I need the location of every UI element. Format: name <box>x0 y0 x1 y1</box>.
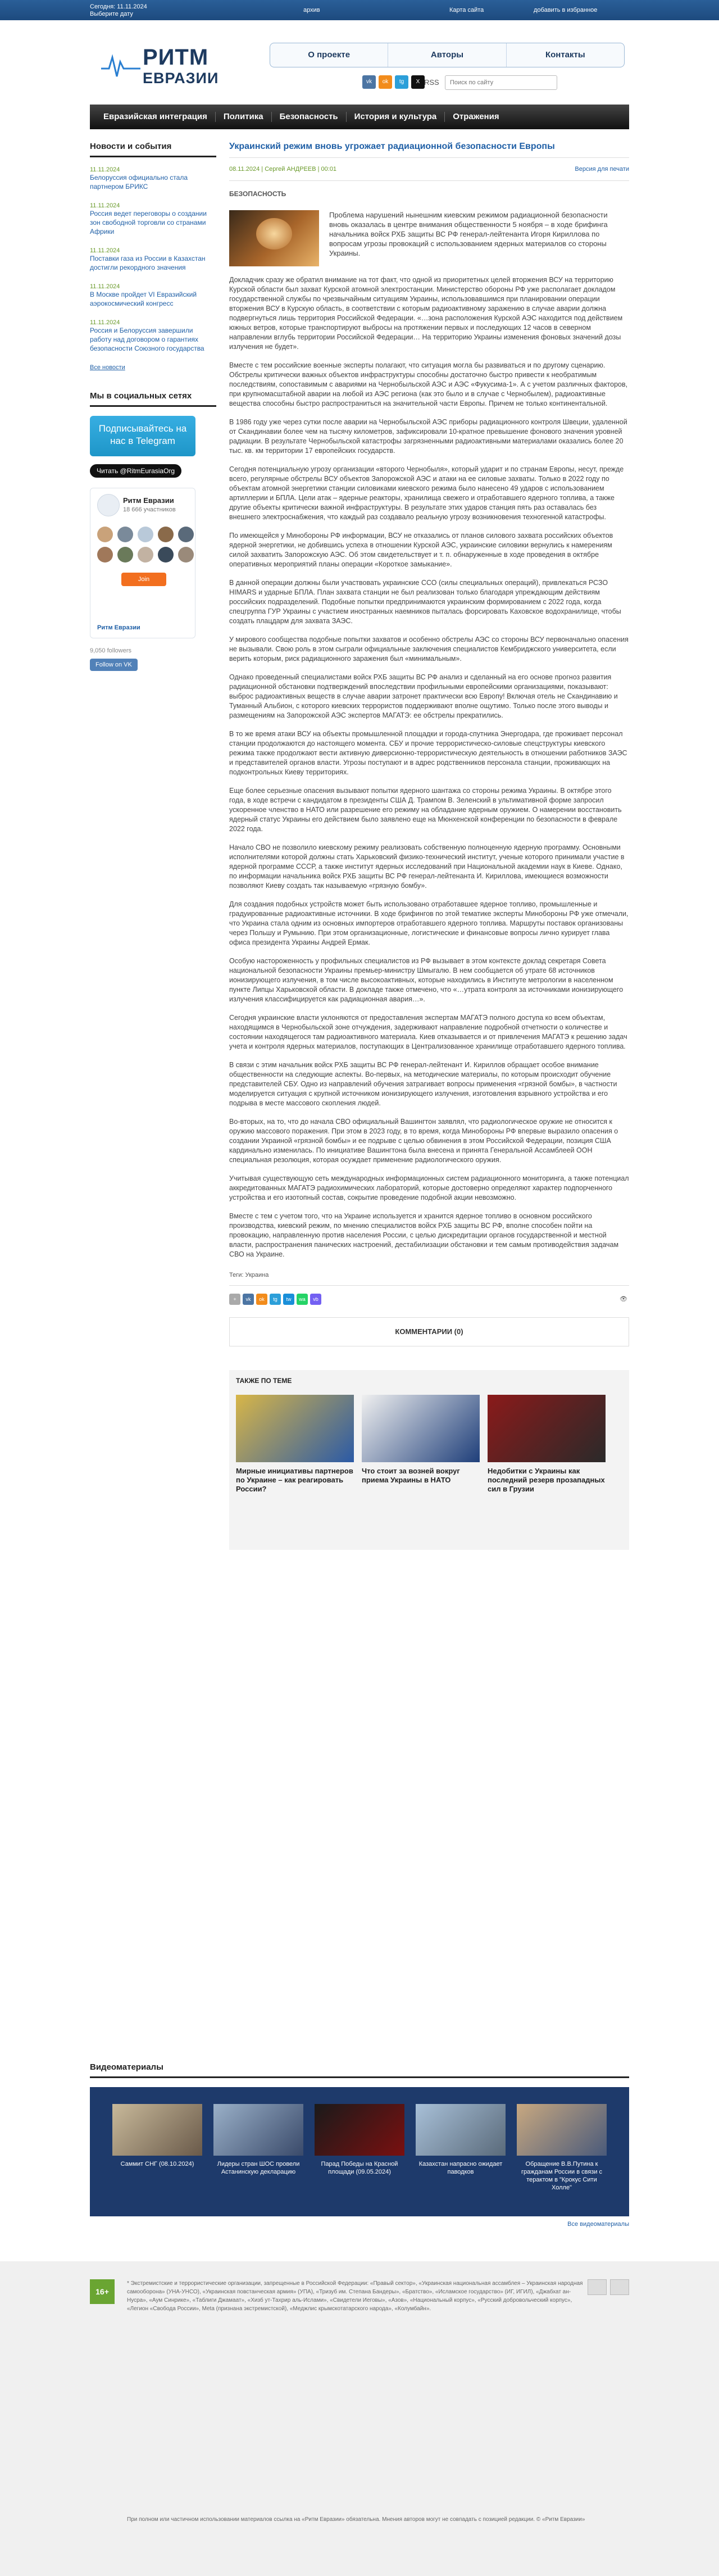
related-image[interactable] <box>236 1395 354 1462</box>
social-heading: Мы в социальных сетях <box>90 391 216 407</box>
add-favorites-link[interactable]: добавить в избранное <box>534 7 598 13</box>
member-avatar[interactable] <box>158 527 174 542</box>
related-card[interactable] <box>236 1395 354 1494</box>
member-avatar[interactable] <box>117 527 133 542</box>
news-item[interactable] <box>90 247 216 272</box>
vk-members <box>97 527 194 563</box>
news-title[interactable]: Белоруссия официально стала партнером БРИКС <box>90 174 188 191</box>
article-paragraph: Учитывая существующую сеть международных информационных систем радиационного мониторинга, а также потенциал аккредитованных МАГАТЭ радиохимических лабораторий, которые достоверно определяют характер подпорченного устройства и его изотопный состав, сокрытие проведение подобной акции невозможно. <box>229 1174 629 1201</box>
video-thumbnail[interactable] <box>416 2104 506 2156</box>
video-thumbnail[interactable] <box>112 2104 202 2156</box>
video-card[interactable] <box>112 2104 202 2168</box>
video-title[interactable]: Казахстан напрасно ожидает паводков <box>418 2161 503 2175</box>
article-paragraph: У мирового сообщества подобные попытки захватов и особенно обстрелы АЭС со стороны ВСУ первоначально опасения не вызывали. Свою роль в этом сыграли официальные заключения специалистов Кембриджского университета, если верить которым, риск радиационного заражения был «минимальным». <box>229 636 629 663</box>
twitter-share-icon[interactable]: tw <box>283 1294 294 1305</box>
video-thumbnail[interactable] <box>213 2104 303 2156</box>
x-follow-button[interactable]: Читать @RitmEurasiaOrg <box>90 464 181 478</box>
viber-share-icon[interactable]: vb <box>310 1294 321 1305</box>
vk-footer-link[interactable]: Ритм Евразии <box>97 624 140 631</box>
news-date: 11.11.2024 <box>90 283 120 290</box>
related-image[interactable] <box>362 1395 480 1462</box>
article-meta <box>229 166 629 181</box>
ok-icon[interactable]: ok <box>379 75 392 89</box>
mainnav-security[interactable]: Безопасность <box>272 112 347 122</box>
site-footer <box>0 2261 719 2576</box>
related-image[interactable] <box>488 1395 606 1462</box>
archive-link[interactable]: архив <box>303 7 320 13</box>
article-paragraph: В 1986 году уже через сутки после аварии на Чернобыльской АЭС приборы радиационного контроля Швеции, удаленной от Скандинавии более чем на тысячу километров, зафиксировали 10-кратное превышение фонового значения уровней радиации. В результате Чернобыльской катастрофы загрязненными радиоактивными материалами оказались более 20 тыс. кв. км территории 17 европейских государств. <box>229 418 627 455</box>
print-version-link[interactable]: Версия для печати <box>575 166 629 173</box>
video-card[interactable] <box>416 2104 506 2176</box>
news-date: 11.11.2024 <box>90 202 120 209</box>
news-heading: Новости и события <box>90 142 216 157</box>
vk-join-button[interactable]: Join <box>121 573 166 586</box>
views-count: 👁 220 <box>618 1294 629 1305</box>
ok-share-icon[interactable]: ok <box>256 1294 267 1305</box>
video-title[interactable]: Парад Победы на Красной площади (09.05.2024) <box>321 2161 398 2175</box>
member-avatar[interactable] <box>97 527 113 542</box>
article-paragraph: Вместе с тем российские военные эксперты полагают, что ситуация могла бы развиваться и по другому сценарию. Обстрелы критически важных объектов инфраструктуры способны достаточно быстро привести к необратимым последствиям, сопоставимым с авариями на Чернобыльской АЭС и АЭС «Фукусима-1». А с учетом различных факторов, при крупномасштабной аварии на любой из АЭС региона (как это было и в случае с Чернобылем), радиоактивные вещества способны быстро распространиться на значительной части Европы. Причем не только континентальной. <box>229 361 628 407</box>
vk-share-icon[interactable]: vk <box>243 1294 254 1305</box>
video-card[interactable] <box>213 2104 303 2176</box>
all-video-link[interactable]: Все видеоматериалы <box>567 2221 629 2228</box>
logo-line-1: РИТМ <box>143 45 209 70</box>
main-nav <box>90 105 629 129</box>
date-block <box>90 3 147 18</box>
article-title: Украинский режим вновь угрожает радиационной безопасности Европы <box>229 142 629 158</box>
related-block <box>229 1370 629 1550</box>
article-paragraph: Сегодня потенциальную угрозу организации «второго Чернобыля», который ударит и по странам Европы, несут, прежде всего, регулярные обстрелы ВСУ объектов Запорожской АЭС и атаки на ее силовые захваты. Только в 2022 году по объектам атомной энергетики станции силовиками киевского режима было нанесено 49 ударов с использованием артиллерии и БПЛА. Цели атак – ядерные реакторы, хранилища свежего и отработавшего ядерного топлива, а также другие объекты критически важной инфраструктуры. В результате этих ударов станция пять раз оставалась без внешнего электроснабжения, что каждый раз создавало реальную угрозу возникновения техногенной катастрофы. <box>229 465 624 521</box>
content-wrap <box>90 129 629 2062</box>
vk-group-name[interactable]: Ритм Евразии <box>123 496 174 505</box>
news-title[interactable]: Россия ведет переговоры о создании зон свободной торговли со странами Африки <box>90 210 207 235</box>
comments-button[interactable]: КОММЕНТАРИИ (0) <box>229 1317 629 1346</box>
vk-avatar[interactable] <box>97 494 120 516</box>
today-label: Сегодня: 11.11.2024 <box>90 3 147 10</box>
video-section <box>90 2062 629 2228</box>
related-heading: ТАКЖЕ ПО ТЕМЕ <box>236 1377 292 1385</box>
related-title[interactable]: Что стоит за возней вокруг приема Украины в НАТО <box>362 1467 460 1484</box>
member-avatar[interactable] <box>138 547 153 563</box>
article-paragraph: Особую настороженность у профильных специалистов из РФ вызывает в этом контексте доклад секретаря Совета национальной безопасности Украины премьер-министру Шмыгалю. В нем сообщается об утрате 68 источников ионизирующего излучения, в том числе высокоактивных, которые находились в Институте метрологии в населенном пункте Липцы Харьковской области. В докладе также отмечено, что «…утрата контроля за источниками ионизирующего излучения классифицируется как радиационная авария…». <box>229 957 624 1003</box>
member-avatar[interactable] <box>117 547 133 563</box>
lead-text: Проблема нарушений нынешним киевским режимом радиационной безопасности вновь оказалась в центре внимания общественности 5 ноября – в ходе брифинга начальника войск РХБ защиты ВС РФ генерал-лейтенанта Игоря Кириллова по вопросам угрозы провокаций с использованием ядерных материалов со стороны Украины. <box>329 211 608 257</box>
vk-icon[interactable]: vk <box>362 75 376 89</box>
pulse-wave-icon <box>101 52 140 80</box>
news-date: 11.11.2024 <box>90 166 120 173</box>
footer-copyright: При полном или частичном использовании материалов ссылка на «Ритм Евразии» обязательна. Мнения авторов могут не совпадать с позицией редакции. © «Ритм Евразии» <box>127 2516 585 2523</box>
news-date: 11.11.2024 <box>90 247 120 254</box>
vk-followers: 9,050 followers <box>90 647 131 654</box>
top-bar <box>0 0 719 20</box>
video-heading: Видеоматериалы <box>90 2062 629 2078</box>
left-sidebar <box>90 142 216 671</box>
news-title[interactable]: В Москве пройдет VI Евразийский аэрокосмический конгресс <box>90 291 197 307</box>
telegram-share-icon[interactable]: tg <box>270 1294 281 1305</box>
article-paragraph: Вместе с тем с учетом того, что на Украине используется и хранится ядерное топливо в основном российского производства, киевский режим, по мнению специалистов войск РХБ защиты ВС РФ, вполне способен пойти на провокацию, направленную против населения России, с целью дискредитации органов государственной и местной власти, распространения панических настроений, дестабилизации обстановки и тем самым противодействия задачам СВО на Украине. <box>229 1212 619 1258</box>
article-lead <box>229 210 629 266</box>
footer-text: * Экстремистские и террористические организации, запрещенные в Российской Федерации: «Правый сектор», «Украинская национальная ассамблея – Украинская народная самооборона» (УНА-УНСО), «Украинская повстанческая армия» (УПА), «Тризуб им. Степана Бандеры», «Братство», «Исламское государство» (ИГ, ИГИЛ), «Джабхат ан-Нусра», «Аум Синрике», «Таблиги Джамаат», «Хизб ут-Тахрир аль-Ислами», «Свидетели Иеговы», «Азов», «Национальный корпус», «Русский добровольческий корпус», «Легион «Свобода России», Meta (признана экстремистской), «Меджлис крымскотатарского народа», «Колумбайн». <box>127 2280 583 2312</box>
video-thumbnail[interactable] <box>517 2104 607 2156</box>
sitemap-link[interactable]: Карта сайта <box>449 7 484 13</box>
member-avatar[interactable] <box>178 527 194 542</box>
site-header <box>90 20 629 105</box>
article-byline[interactable]: 08.11.2024 | Сергей АНДРЕЕВ | 00:01 <box>229 166 337 173</box>
news-item[interactable] <box>90 166 216 191</box>
article-paragraph: Еще более серьезные опасения вызывают попытки ядерного шантажа со стороны режима Украины. В октябре этого года, в ходе встречи с кандидатом в президенты США Д. Трампом В. Зеленский в ультимативной форме запросил ускоренное членство в НАТО или разрешение его режиму на обладание ядерным оружием. О намерении восстановить ядерный статус Украины его действием было заявлено еще на Мюнхенской конференции по безопасности в феврале 2022 года. <box>229 787 622 833</box>
article-tags[interactable]: Теги: Украина <box>229 1272 629 1286</box>
telegram-subscribe-button[interactable]: Подписывайтесь на нас в Telegram <box>90 416 195 456</box>
search-input[interactable] <box>445 75 557 90</box>
mainnav-politics[interactable]: Политика <box>216 112 272 122</box>
news-date: 11.11.2024 <box>90 319 120 326</box>
member-avatar[interactable] <box>97 547 113 563</box>
related-card[interactable] <box>362 1395 480 1494</box>
age-badge: 16+ <box>90 2279 115 2304</box>
mainnav-history[interactable]: История и культура <box>347 112 445 122</box>
article-paragraph: В то же время атаки ВСУ на объекты промышленной площадки и города-спутника Энергодара, где проживает персонал станции продолжаются до настоящего момента. СБУ и прочие террористическо-силовые спецструктуры киевского режима также продолжают вести активную диверсионно-террористическую деятельность в отношении работников ЗАЭС и представителей органов власти. Угрозы поступают и в адрес родственников персонала станции, проживающих на подконтрольных Киеву территориях. <box>229 730 627 776</box>
video-title[interactable]: Саммит СНГ (08.10.2024) <box>120 2161 194 2167</box>
video-thumbnail[interactable] <box>315 2104 404 2156</box>
share-count-icon: + <box>229 1294 240 1305</box>
all-news-link[interactable]: Все новости <box>90 364 125 371</box>
related-title[interactable]: Мирные инициативы партнеров по Украине – как реагировать России? <box>236 1467 353 1493</box>
video-card[interactable] <box>315 2104 404 2176</box>
views-number: 220 <box>619 1308 628 1313</box>
nav-authors[interactable]: Авторы <box>388 43 506 67</box>
mainnav-integration[interactable]: Евразийская интеграция <box>95 112 216 122</box>
choose-date-link[interactable]: Выберите дату <box>90 11 133 17</box>
article-paragraph: Докладчик сразу же обратил внимание на тот факт, что одной из приоритетных целей вторжения ВСУ на территорию Курской области был захват Курской атомной электростанции. Министерство обороны РФ уже располагает докладом государственной службы по чрезвычайным ситуациям Украины, использовавшимся при планировании операции вторжения ВСУ в Курскую область, в соответствии с которым радиоактивному заражению в случае аварии должна подвергнуться лишь территория Российской Федерации. «…зона расположения Курской АЭС находится под действием южных ветров, которые транспортируют выбросы на протяжении первых и последующих 12 часов в северном направлении вглубь территории Российской Федерации… На территорию Украины изменения фоновых значений дозы излучения не будет». <box>229 276 623 351</box>
vk-widget <box>90 488 195 638</box>
counter-badges <box>588 2279 629 2295</box>
article <box>229 142 629 1550</box>
article-paragraph: В данной операции должны были участвовать украинские ССО (силы специальных операций), привлекаться РСЗО HIMARS и ударные БПЛА. План захвата станции не был реализован только благодаря упреждающим действиям российских подразделений. Подобные попытки предпринимаются украинским формированием с 2022 года, когда спецгруппа ГУР Украины с участием иностранных наемников пыталась форсировать Каховское водохранилище, чтобы создать плацдарм для захвата ЗАЭС. <box>229 579 621 625</box>
counter-badge[interactable] <box>610 2279 629 2295</box>
member-avatar[interactable] <box>138 527 153 542</box>
article-paragraph: Сегодня украинские власти уклоняются от предоставления экспертам МАГАТЭ полного доступа ко всем объектам, находящимся в Чернобыльской зоне отчуждения, задерживают направление подробной отчетности о количестве и состоянии находящегося там радиоактивного материала. Киев отказывается и от привлечения МАГАТЭ к решению задач учета и контроля ядерных материалов, поступающих в Централизованное хранилище отработавшего ядерного топлива. <box>229 1014 627 1050</box>
header-social <box>362 75 425 89</box>
article-paragraph: По имеющейся у Минобороны РФ информации, ВСУ не отказались от планов силового захвата российских объектов ядерной энергетики, не добившись успеха в отношении Курской АЭС, украинские силовики вернулись к намерениям силой захватить Запорожскую АЭС. Об этом свидетельствует и т. п. обнаруженные в ходе проведения в октябре оперативных мероприятий планы операции «Короткое замыкание». <box>229 532 613 568</box>
news-item[interactable] <box>90 319 216 353</box>
article-paragraph: Во-вторых, на то, что до начала СВО официальный Вашингтон заявлял, что радиологическое оружие не относится к оружию массового поражения. При этом в 2023 году, в то время, когда Минобороны РФ впервые выразило опасения о создании Украиной «грязной бомбы» и ее подрыве с целью обвинения в этом Российской Федерации, позиция США кардинально изменилась. По инициативе Вашингтона была внесена и принята Генеральной Ассамблеей ООН специальная резолюция, которая осуждает применение радиологического оружия. <box>229 1118 618 1164</box>
article-paragraph: Начало СВО не позволило киевскому режиму реализовать собственную полноценную ядерную программу. Основными исполнителями которой должны стать Харьковский физико-технический институт, ученые которого принимали участие в ядерной программе СССР, а также институт ядерных исследований при Национальной академии наук в Киеве. Однако, по информации начальника войск РХБ защиты ВС РФ генерал-лейтенанта И. Кириллова, имеющиеся возможности позволяют Киеву создать так называемую «грязную бомбу». <box>229 843 625 890</box>
vk-subscribers: 18 666 участников <box>123 506 176 513</box>
related-card[interactable] <box>488 1395 606 1494</box>
news-title[interactable]: Поставки газа из России в Казахстан достигли рекордного значения <box>90 255 206 271</box>
whatsapp-share-icon[interactable]: wa <box>297 1294 308 1305</box>
article-paragraph: В связи с этим начальник войск РХБ защиты ВС РФ генерал-лейтенант И. Кириллов обращает особое внимание общественности на следующие аспекты. Во-первых, на методические материалы, по которым происходит обучение представителей СБУ. Одно из направлений обучения затрагивает вопросы применения «грязной бомбы», в частности моделируется ситуация с крупной источником ионизирующего излучения, изготовления взрывного устройства и его подрыва в месте массового скопления людей. <box>229 1061 617 1107</box>
article-rubric[interactable]: БЕЗОПАСНОСТЬ <box>229 190 286 198</box>
rss-link[interactable]: RSS <box>424 78 439 87</box>
counter-badge[interactable] <box>588 2279 607 2295</box>
news-item[interactable] <box>90 202 216 236</box>
video-card[interactable] <box>517 2104 607 2192</box>
top-nav <box>270 43 625 67</box>
nav-contacts[interactable]: Контакты <box>545 50 585 60</box>
news-title[interactable]: Россия и Белоруссия завершили работу над договором о гарантиях безопасности Союзного государства <box>90 326 204 352</box>
video-strip <box>90 2087 629 2216</box>
member-avatar[interactable] <box>178 547 194 563</box>
video-title[interactable]: Лидеры стран ШОС провели Астанинскую декларацию <box>217 2161 300 2175</box>
article-paragraph: Для создания подобных устройств может быть использовано отработавшее ядерное топливо, промышленные и градуированные радиоактивные источники. В ходе брифингов по этой тематике эксперты Минобороны РФ уже отмечали, что Украина стала одним из основных импортеров отработавшего ядерного топлива. Маршруты поставок организованы через Польшу и Румынию. При этом организационные, логистические и финансовые вопросы лично курирует глава офиса президента Украины Андрей Ермак. <box>229 900 629 946</box>
telegram-icon[interactable]: tg <box>395 75 408 89</box>
x-icon[interactable]: X <box>411 75 425 89</box>
article-image <box>229 210 319 266</box>
article-paragraph: Однако проведенный специалистами войск РХБ защиты ВС РФ анализ и сделанный на его основе прогноз развития радиационной обстановки подтверждений впоследствии профильными европейскими организациями, показывают: выброс радиоактивных веществ в случае аварии затронет практически всю Европу! Включая отель не Скандинавию и Туманный Альбион, с которого киевских террористов поддерживают вполне ощутимо. Только после этого выводы и размещениям на Запорожской АЭС экспертов МАГАТЭ: ее обстрелы прекратились. <box>229 673 618 719</box>
logo-line-2: ЕВРАЗИИ <box>143 70 219 87</box>
share-bar <box>229 1294 629 1313</box>
nav-about[interactable]: О проекте <box>270 43 388 67</box>
member-avatar[interactable] <box>158 547 174 563</box>
related-title[interactable]: Недобитки с Украины как последний резерв прозападных сил в Грузии <box>488 1467 605 1493</box>
video-title[interactable]: Обращение В.В.Путина к гражданам России в связи с терактом в "Крокус Сити Холле" <box>521 2161 603 2191</box>
site-logo[interactable] <box>101 42 219 92</box>
news-item[interactable] <box>90 283 216 308</box>
vk-follow-button[interactable]: Follow on VK <box>90 659 138 671</box>
mainnav-reflections[interactable]: Отражения <box>453 112 499 121</box>
article-body <box>229 275 629 1259</box>
